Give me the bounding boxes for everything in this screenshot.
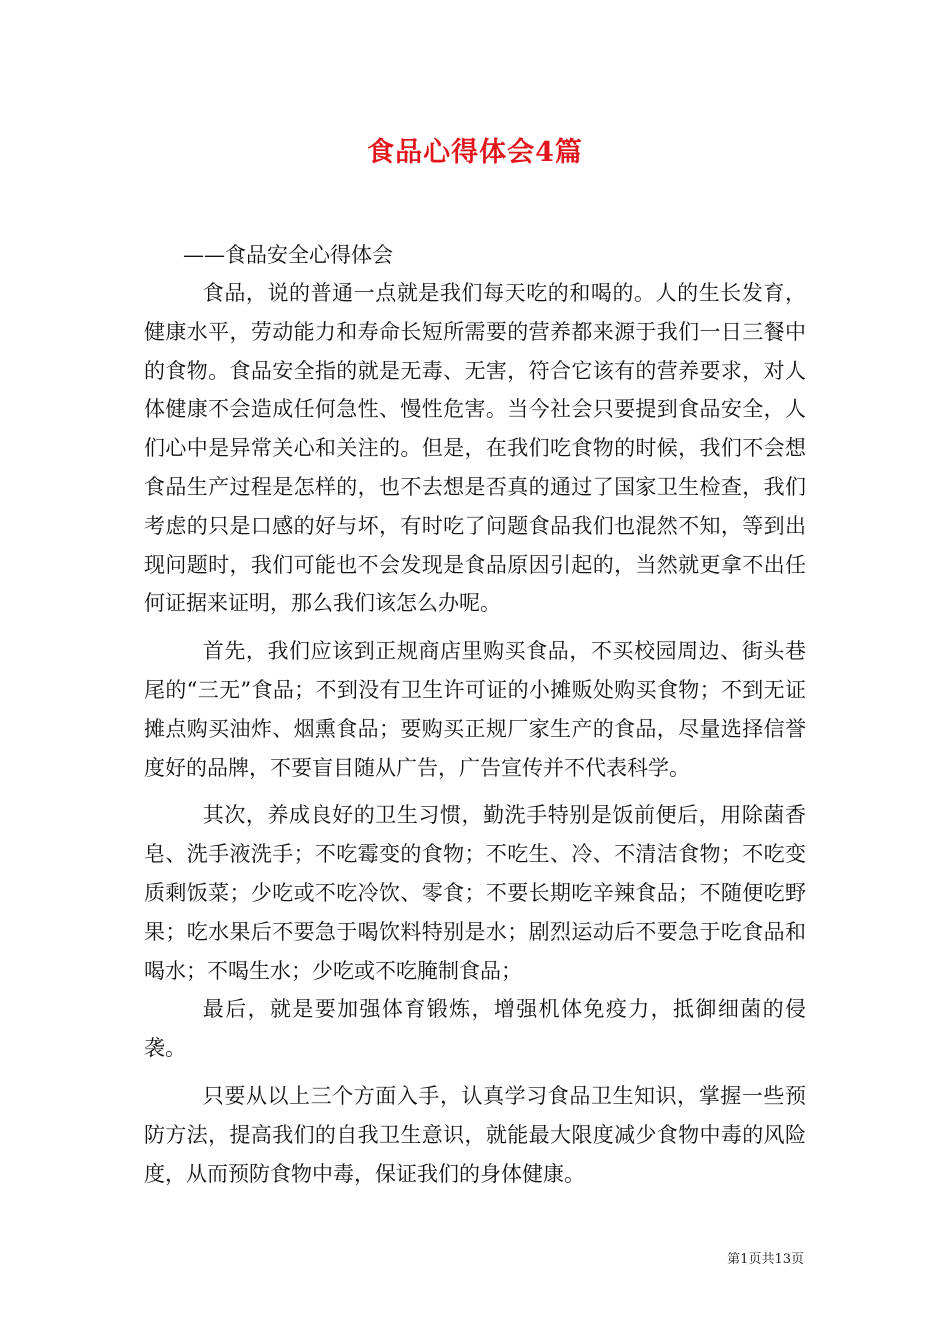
document-subtitle: ——食品安全心得体会 bbox=[183, 243, 393, 267]
paragraph-first: 首先，我们应该到正规商店里购买食品，不买校园周边、街头巷尾的“三无”食品；不到没有卫生许可证的小摊贩处购买食物；不到无证摊点购买油炸、烟熏食品；要购买正规厂家生产的食品，尽量选择信誉度好的品牌，不要盲目随从广告，广告宣传并不代表科学。 bbox=[144, 639, 806, 780]
paragraph-intro: 食品，说的普通一点就是我们每天吃的和喝的。人的生长发育，健康水平，劳动能力和寿命长短所需要的营养都来源于我们一日三餐中的食物。食品安全指的就是无毒、无害，符合它该有的营养要求，对人体健康不会造成任何急性、慢性危害。当今社会只要提到食品安全，人们心中是异常关心和关注的。但是，在我们吃食物的时候，我们不会想食品生产过程是怎样的，也不去想是否真的通过了国家卫生检查，我们考虑的只是口感的好与坏，有时吃了问题食品我们也混然不知，等到出现问题时，我们可能也不会发现是食品原因引起的，当然就更拿不出任何证据来证明，那么我们该怎么办呢。 bbox=[144, 281, 806, 616]
page-number-footer: 第1页共13页 bbox=[727, 1252, 804, 1267]
paragraph-second: 其次，养成良好的卫生习惯，勤洗手特别是饭前便后，用除菌香皂、洗手液洗手；不吃霉变的食物；不吃生、冷、不清洁食物；不吃变质剩饭菜；少吃或不吃冷饮、零食；不要长期吃辛辣食品；不随便吃野果；吃水果后不要急于喝饮料特别是水；剧烈运动后不要急于吃食品和喝水；不喝生水；少吃或不吃腌制食品； bbox=[144, 803, 806, 983]
paragraph-conclusion: 只要从以上三个方面入手，认真学习食品卫生知识，掌握一些预防方法，提高我们的自我卫生意识，就能最大限度减少食物中毒的风险度，从而预防食物中毒，保证我们的身体健康。 bbox=[144, 1083, 806, 1186]
document-body bbox=[144, 274, 806, 1193]
document-title: 食品心得体会4篇 bbox=[367, 137, 583, 168]
paragraph-third: 最后，就是要加强体育锻炼，增强机体免疫力，抵御细菌的侵袭。 bbox=[144, 997, 806, 1061]
